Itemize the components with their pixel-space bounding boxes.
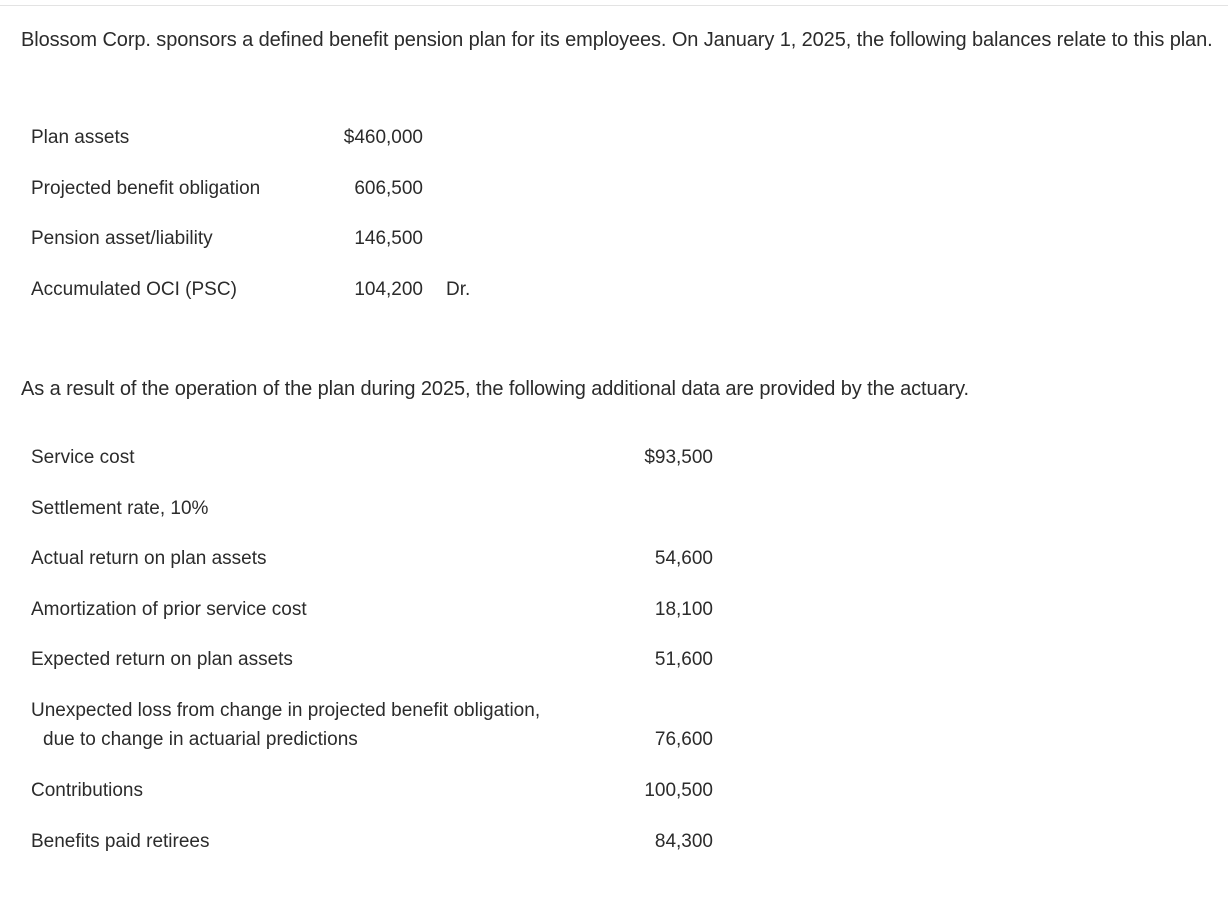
actuary-label: Settlement rate, 10% bbox=[31, 498, 209, 519]
actuary-label: Service cost bbox=[31, 447, 135, 468]
balance-label: Projected benefit obligation bbox=[31, 178, 261, 199]
balance-label: Plan assets bbox=[31, 127, 130, 148]
balance-value: 606,500 bbox=[354, 178, 423, 199]
actuary-value: 51,600 bbox=[654, 649, 713, 670]
balance-value: $460,000 bbox=[343, 127, 423, 148]
actuary-label: Expected return on plan assets bbox=[31, 649, 293, 670]
actuary-value: 84,300 bbox=[654, 831, 713, 852]
actuary-value: 76,600 bbox=[654, 729, 713, 750]
intro-paragraph: Blossom Corp. sponsors a defined benefit pension plan for its employees. On January 1, 2025, the following balances relate to this plan. bbox=[21, 29, 1213, 51]
actuary-value: 18,100 bbox=[654, 599, 713, 620]
actuary-row-unexpected-loss bbox=[0, 697, 1228, 757]
actuary-label-line2: due to change in actuarial predictions bbox=[43, 729, 358, 750]
balance-label: Accumulated OCI (PSC) bbox=[31, 279, 237, 300]
actuary-value: 54,600 bbox=[654, 548, 713, 569]
actuary-paragraph: As a result of the operation of the plan during 2025, the following additional data are provided by the actuary. bbox=[21, 378, 969, 400]
actuary-value: $93,500 bbox=[644, 447, 713, 468]
actuary-label: Amortization of prior service cost bbox=[31, 599, 307, 620]
actuary-label: Benefits paid retirees bbox=[31, 831, 210, 852]
actuary-value: 100,500 bbox=[644, 780, 713, 801]
balance-value: 146,500 bbox=[354, 228, 423, 249]
actuary-label: Contributions bbox=[31, 780, 143, 801]
balance-suffix: Dr. bbox=[446, 279, 471, 300]
problem-card bbox=[0, 5, 1228, 911]
balance-label: Pension asset/liability bbox=[31, 228, 213, 249]
balance-value: 104,200 bbox=[354, 279, 423, 300]
actuary-label: Actual return on plan assets bbox=[31, 548, 267, 569]
actuary-label: Unexpected loss from change in projected benefit obligation, bbox=[31, 700, 541, 721]
